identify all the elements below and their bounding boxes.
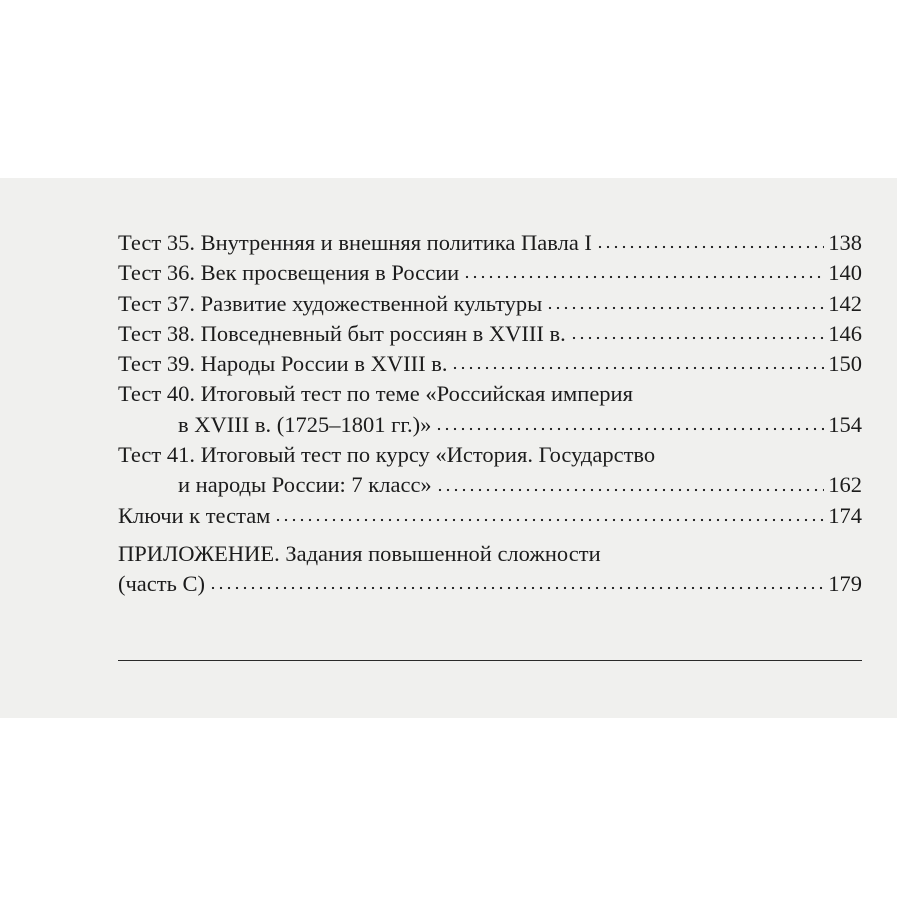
dot-leader [436, 487, 825, 493]
toc-page-number: 179 [828, 571, 862, 597]
toc-entry-title-cont: и народы России: 7 класс» [178, 472, 432, 498]
toc-entry-test-40 [118, 379, 862, 440]
toc-entry-title: Тест 40. Итоговый тест по теме «Российская империя [118, 381, 633, 407]
dot-leader [463, 274, 824, 280]
toc-page-number: 146 [828, 320, 862, 346]
toc-page-number: 140 [828, 260, 862, 286]
toc-entry-appendix [118, 539, 862, 600]
toc-line [118, 289, 862, 319]
toc-entry-title-cont: в XVIII в. (1725–1801 гг.)» [178, 411, 432, 437]
toc-page-number: 138 [828, 230, 862, 255]
toc-entry-test-36 [118, 258, 862, 288]
toc-page-number: 174 [828, 502, 862, 528]
toc-page-number: 142 [828, 290, 862, 316]
toc-line [118, 228, 862, 258]
toc-line-continuation [118, 569, 862, 599]
toc-entry-title: Тест 38. Повседневный быт россиян в XVIII в. [118, 320, 566, 346]
toc-page-number: 154 [828, 411, 862, 437]
dot-leader [435, 426, 824, 432]
toc-line [118, 349, 862, 379]
toc-entry-title: Тест 36. Век просвещения в России [118, 260, 460, 286]
toc-page-number: 162 [828, 472, 862, 498]
toc-line [118, 379, 862, 409]
dot-leader [546, 305, 824, 311]
toc-line [118, 501, 862, 531]
toc-line-continuation [118, 410, 862, 440]
toc-entry-test-39 [118, 349, 862, 379]
toc-entry-test-41 [118, 440, 862, 501]
toc-entry-title: Тест 37. Развитие художественной культуры [118, 290, 543, 316]
toc-entry-title: Тест 35. Внутренняя и внешняя политика Павла I [118, 230, 592, 255]
toc-entry-test-37 [118, 289, 862, 319]
dot-leader [209, 585, 824, 591]
toc-line-continuation [118, 470, 862, 500]
toc-page-number: 150 [828, 351, 862, 377]
toc-line [118, 258, 862, 288]
dot-leader [596, 244, 824, 250]
toc-entry-title: ПРИЛОЖЕНИЕ. Задания повышенной сложности [118, 540, 601, 566]
toc-entry-title: Тест 39. Народы России в XVIII в. [118, 351, 448, 377]
dot-leader [274, 517, 824, 523]
toc-entry-test-35 [118, 228, 862, 258]
dot-leader [570, 335, 825, 341]
horizontal-rule [118, 660, 862, 661]
toc-entry-title: Тест 41. Итоговый тест по курсу «История. Государство [118, 442, 656, 468]
toc-line [118, 319, 862, 349]
toc-line [118, 539, 862, 569]
toc-line [118, 440, 862, 470]
dot-leader [451, 365, 824, 371]
toc-entry-title-cont: (часть С) [118, 571, 206, 597]
table-of-contents [118, 228, 862, 600]
toc-entry-title: Ключи к тестам [118, 502, 271, 528]
toc-entry-test-38 [118, 319, 862, 349]
toc-entry-answer-keys [118, 501, 862, 531]
